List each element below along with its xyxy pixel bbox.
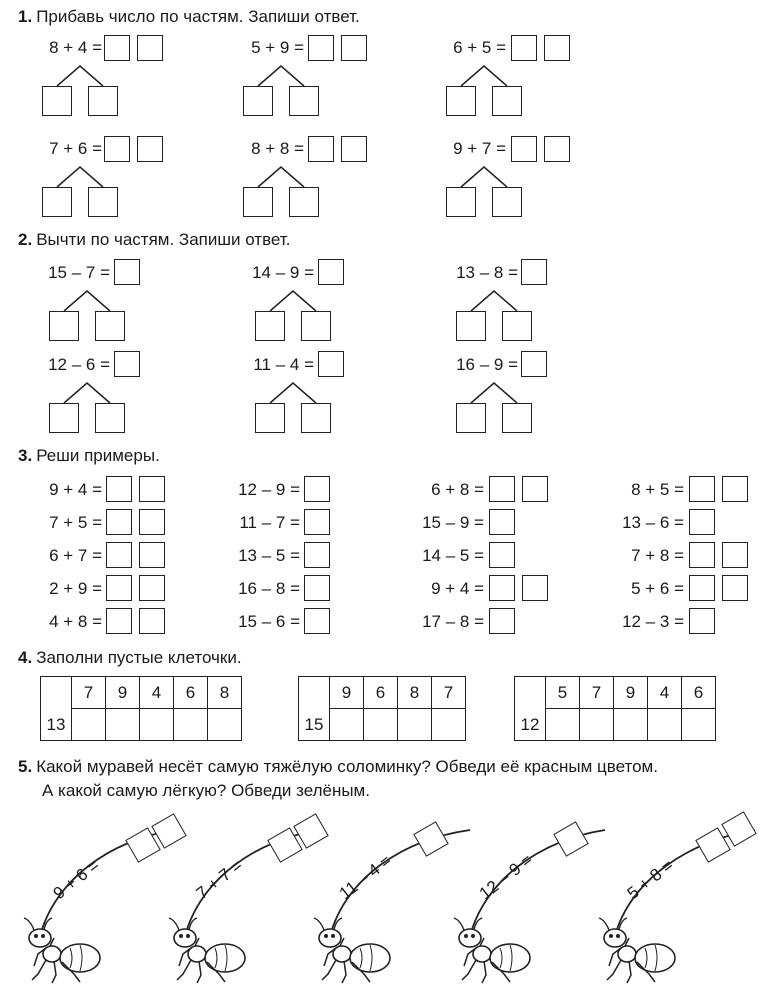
answer-box[interactable] [304,608,330,634]
answer-box-ones[interactable] [722,476,748,502]
task3-expr: 6 + 8 = [431,480,484,499]
table-value: 8 [208,677,242,709]
empty-cell[interactable] [546,709,580,741]
empty-cell[interactable] [72,709,106,741]
ants-illustration [0,800,768,991]
part-box[interactable] [456,311,486,341]
answer-box-ones[interactable] [522,575,548,601]
task3-expr: 9 + 4 = [431,579,484,598]
empty-cell[interactable] [648,709,682,741]
task3-expr: 15 – 6 = [238,612,300,631]
table-value: 9 [106,677,140,709]
answer-box[interactable] [304,476,330,502]
answer-box[interactable] [489,608,515,634]
task3-heading [18,446,160,466]
answer-box-ones[interactable] [522,476,548,502]
task3-expr: 7 + 5 = [49,513,102,532]
answer-box[interactable] [304,509,330,535]
task1-title: Прибавь число по частям. Запиши ответ. [36,7,360,26]
part-box[interactable] [301,403,331,433]
ant-2 [169,830,320,983]
answer-box-tens[interactable] [106,575,132,601]
answer-box-ones[interactable] [139,476,165,502]
task1-expr: 5 + 9 = [251,38,304,57]
table-value: 7 [580,677,614,709]
task2-expr: 15 – 7 = [48,263,110,282]
task3-expr: 16 – 8 = [238,579,300,598]
part-box[interactable] [502,403,532,433]
answer-box-tens[interactable] [106,542,132,568]
task3-expr: 2 + 9 = [49,579,102,598]
task5-question-2: А какой самую лёгкую? Обведи зелёным. [42,781,370,800]
answer-box-tens[interactable] [106,608,132,634]
part-box[interactable] [95,311,125,341]
ant-4 [454,830,605,983]
task5-question-1: Какой муравей несёт самую тяжёлую соломинку? Обведи её красным цветом. [36,757,658,776]
task5-heading [18,757,658,777]
table-lead-number: 13 [41,677,72,741]
answer-box-tens[interactable] [689,476,715,502]
table-value: 6 [682,677,716,709]
table-value: 6 [174,677,208,709]
table-value: 4 [140,677,174,709]
empty-cell[interactable] [330,709,364,741]
answer-box[interactable] [489,509,515,535]
answer-box-ones[interactable] [722,542,748,568]
empty-cell[interactable] [580,709,614,741]
part-box[interactable] [502,311,532,341]
task5-number: 5. [18,757,33,776]
task3-expr: 12 – 9 = [238,480,300,499]
answer-box[interactable] [689,509,715,535]
task2-title: Вычти по частям. Запиши ответ. [36,230,291,249]
task3-expr: 17 – 8 = [422,612,484,631]
empty-cell[interactable] [174,709,208,741]
ant-5 [599,830,755,983]
empty-cell[interactable] [398,709,432,741]
task3-expr: 13 – 5 = [238,546,300,565]
answer-box-tens[interactable] [689,542,715,568]
table-value: 9 [330,677,364,709]
task4-title: Заполни пустые клеточки. [36,648,242,667]
ant-expr: 11 – 4 = [335,850,396,904]
task1-number: 1. [18,7,33,26]
fill-table-3 [514,676,716,741]
task1-expr: 8 + 4 = [49,38,102,57]
answer-box[interactable] [304,542,330,568]
answer-box-tens[interactable] [106,476,132,502]
fill-table-1 [40,676,242,741]
empty-cell[interactable] [614,709,648,741]
task3-expr: 6 + 7 = [49,546,102,565]
task3-expr: 12 – 3 = [622,612,684,631]
task3-expr: 11 – 7 = [239,513,300,532]
table-value: 6 [364,677,398,709]
task3-expr: 7 + 8 = [631,546,684,565]
task2-expr: 13 – 8 = [456,263,518,282]
empty-cell[interactable] [364,709,398,741]
task3-expr: 13 – 6 = [622,513,684,532]
part-box[interactable] [456,403,486,433]
answer-box[interactable] [689,608,715,634]
empty-cell[interactable] [106,709,140,741]
task3-title: Реши примеры. [36,446,160,465]
table-value: 9 [614,677,648,709]
table-lead-number: 12 [515,677,546,741]
task3-expr: 8 + 5 = [631,480,684,499]
empty-cell[interactable] [208,709,242,741]
task2-expr: 14 – 9 = [252,263,314,282]
table-value: 5 [546,677,580,709]
answer-box-ones[interactable] [139,542,165,568]
answer-box[interactable] [489,542,515,568]
table-value: 7 [432,677,466,709]
answer-box-tens[interactable] [106,509,132,535]
task4-heading [18,648,242,668]
task3-expr: 9 + 4 = [49,480,102,499]
answer-box-tens[interactable] [489,575,515,601]
task3-expr: 5 + 6 = [631,579,684,598]
task4-number: 4. [18,648,33,667]
task2-decomposition-lines [0,0,768,440]
ant-expr: 9 + 6 = [49,855,104,904]
part-box[interactable] [95,403,125,433]
table-value: 7 [72,677,106,709]
task3-expr: 14 – 5 = [422,546,484,565]
empty-cell[interactable] [682,709,716,741]
part-box[interactable] [255,403,285,433]
answer-box-ones[interactable] [139,575,165,601]
ant-3 [314,830,470,983]
answer-box-ones[interactable] [722,575,748,601]
task2-expr: 16 – 9 = [456,355,518,374]
table-value: 8 [398,677,432,709]
table-lead-number: 15 [299,677,330,741]
ant-expr: 12 – 9 = [475,850,537,904]
answer-box-tens[interactable] [689,575,715,601]
table-value: 4 [648,677,682,709]
ant-expr: 7 + 7 = [192,855,247,904]
answer-box[interactable] [304,575,330,601]
task2-expr: 11 – 4 = [253,355,314,374]
fill-table-2 [298,676,466,741]
task2-expr: 12 – 6 = [48,355,110,374]
task1-expr: 9 + 7 = [453,139,506,158]
task3-expr: 15 – 9 = [422,513,484,532]
task3-expr: 4 + 8 = [49,612,102,631]
answer-box-tens[interactable] [489,476,515,502]
part-box[interactable] [255,311,285,341]
task1-expr: 6 + 5 = [453,38,506,57]
part-box[interactable] [49,311,79,341]
task1-expr: 8 + 8 = [251,139,304,158]
task2-number: 2. [18,230,33,249]
part-box[interactable] [49,403,79,433]
task3-number: 3. [18,446,33,465]
answer-box-ones[interactable] [139,509,165,535]
part-box[interactable] [301,311,331,341]
answer-box-ones[interactable] [139,608,165,634]
empty-cell[interactable] [140,709,174,741]
empty-cell[interactable] [432,709,466,741]
task1-expr: 7 + 6 = [49,139,102,158]
ant-expr: 5 + 8 = [623,855,678,904]
